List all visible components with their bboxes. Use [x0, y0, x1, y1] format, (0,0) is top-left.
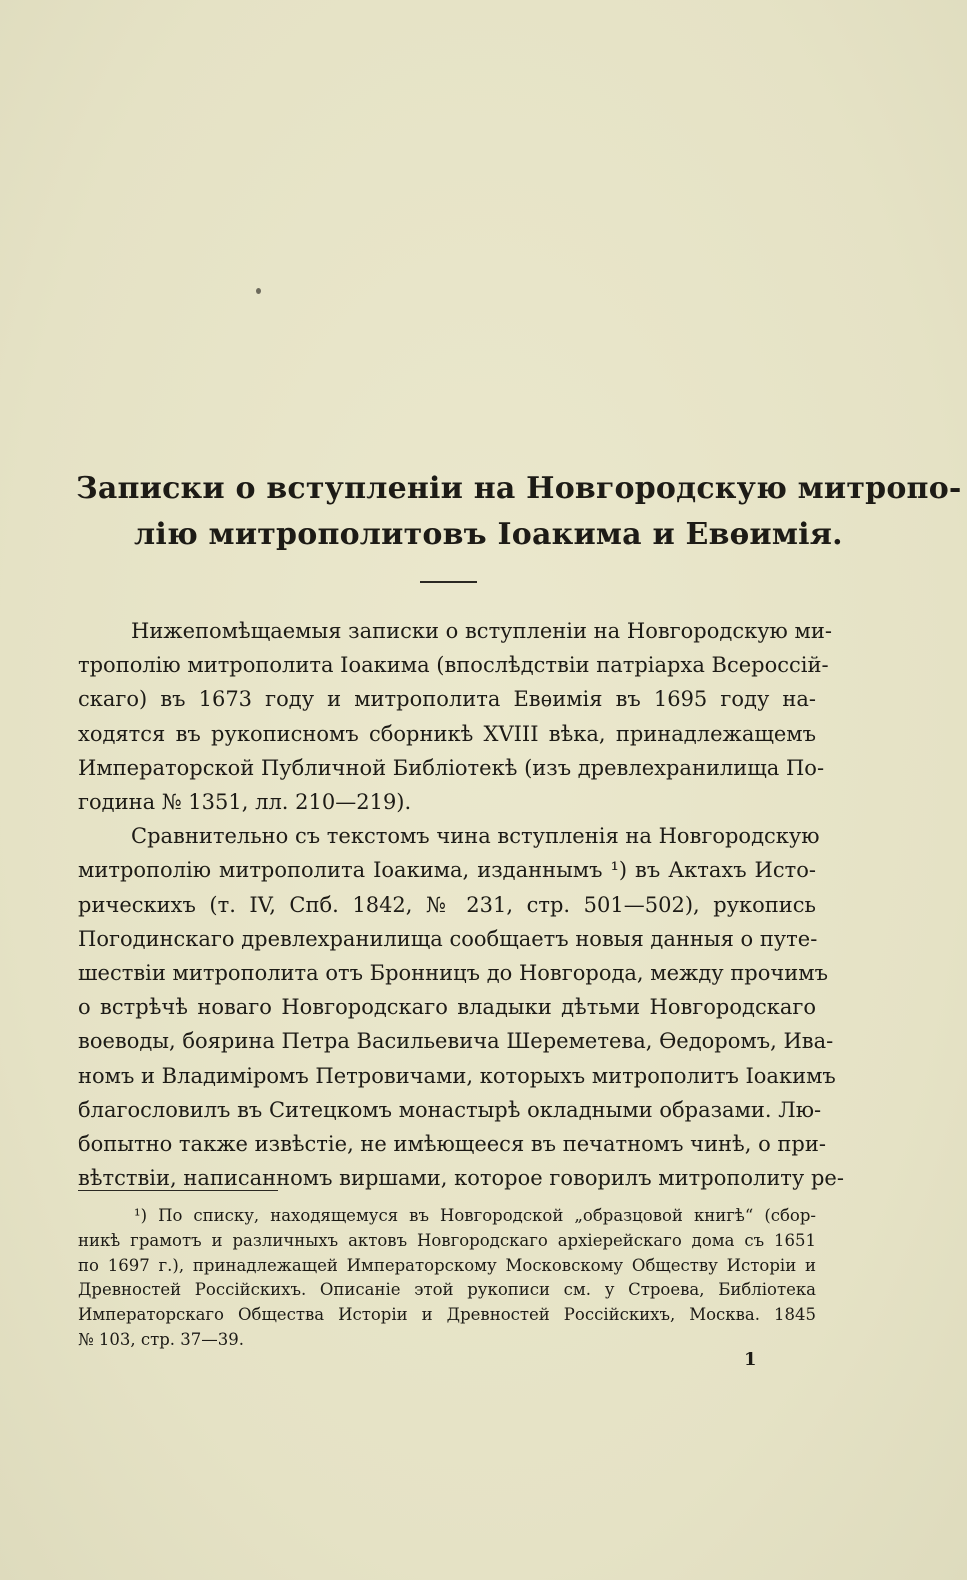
- text-line: Погодинскаго древлехранилища сообщаетъ новыя данныя о путе-: [78, 926, 818, 951]
- title-divider: [420, 581, 477, 583]
- text-line: ходятся въ рукописномъ сборникѣ XVIII вѣка, принадлежащемъ: [78, 721, 816, 746]
- page-number: 1: [744, 1349, 757, 1370]
- text-line: трополію митрополита Іоакима (впослѣдствіи патріарха Всероссій-: [78, 653, 829, 678]
- text-line: Сравнительно съ текстомъ чина вступленія на Новгородскую: [131, 824, 820, 849]
- footnote-line: № 103, стр. 37—39.: [78, 1329, 244, 1349]
- text-line: скаго) въ 1673 году и митрополита Евѳимія въ 1695 году на-: [78, 687, 816, 712]
- text-line: о встрѣчѣ новаго Новгородскаго владыки дѣтьми Новгородскаго: [78, 995, 816, 1020]
- text-line: Нижепомѣщаемыя записки о вступленіи на Новгородскую ми-: [131, 619, 832, 643]
- text-line: шествіи митрополита отъ Бронницъ до Новгорода, между прочимъ: [78, 961, 828, 986]
- footnote-line: Древностей Россійскихъ. Описаніе этой рукописи см. у Строева, Библіотека: [78, 1280, 816, 1300]
- footnote-line: никѣ грамотъ и различныхъ актовъ Новгородскаго архіерейскаго дома съ 1651: [78, 1230, 816, 1250]
- paragraph-2: [78, 819, 844, 1195]
- paragraph-1: [78, 614, 832, 819]
- footnote-line: ¹) По списку, находящемуся въ Новгородской „образцовой книгѣ“ (сбор-: [134, 1206, 816, 1225]
- text-line: благословилъ въ Ситецкомъ монастырѣ окладными образами. Лю-: [78, 1097, 822, 1122]
- footnote: [78, 1204, 816, 1353]
- footnote-line: по 1697 г.), принадлежащей Императорскому Московскому Обществу Исторіи и: [78, 1255, 816, 1275]
- footnote-divider: [78, 1190, 278, 1191]
- title-line-1: Записки о вступленіи на Новгородскую митропо-: [76, 471, 962, 506]
- title-line-2: лію митрополитовъ Іоакима и Евѳимія.: [134, 517, 843, 552]
- text-line: воеводы, боярина Петра Васильевича Шереметева, Ѳедоромъ, Ива-: [78, 1029, 834, 1054]
- text-line: рическихъ (т. IV, Спб. 1842, № 231, стр. 501—502), рукопись: [78, 892, 816, 917]
- footnote-line: Императорскаго Общества Исторіи и Древностей Россійскихъ, Москва. 1845: [78, 1305, 816, 1325]
- body-text: [78, 614, 844, 1195]
- text-line: бопытно также извѣстіе, не имѣющееся въ печатномъ чинѣ, о при-: [78, 1132, 826, 1157]
- article-title: [76, 466, 962, 558]
- text-line: година № 1351, лл. 210—219).: [78, 790, 412, 815]
- text-line: вѣтствіи, написанномъ виршами, которое говорилъ митрополиту ре-: [78, 1166, 844, 1191]
- text-line: номъ и Владиміромъ Петровичами, которыхъ митрополитъ Іоакимъ: [78, 1063, 836, 1088]
- text-line: Императорской Публичной Библіотекѣ (изъ древлехранилища По-: [78, 755, 825, 780]
- text-line: митрополію митрополита Іоакима, изданнымъ ¹) въ Актахъ Исто-: [78, 858, 816, 883]
- paper-speck: [256, 288, 261, 294]
